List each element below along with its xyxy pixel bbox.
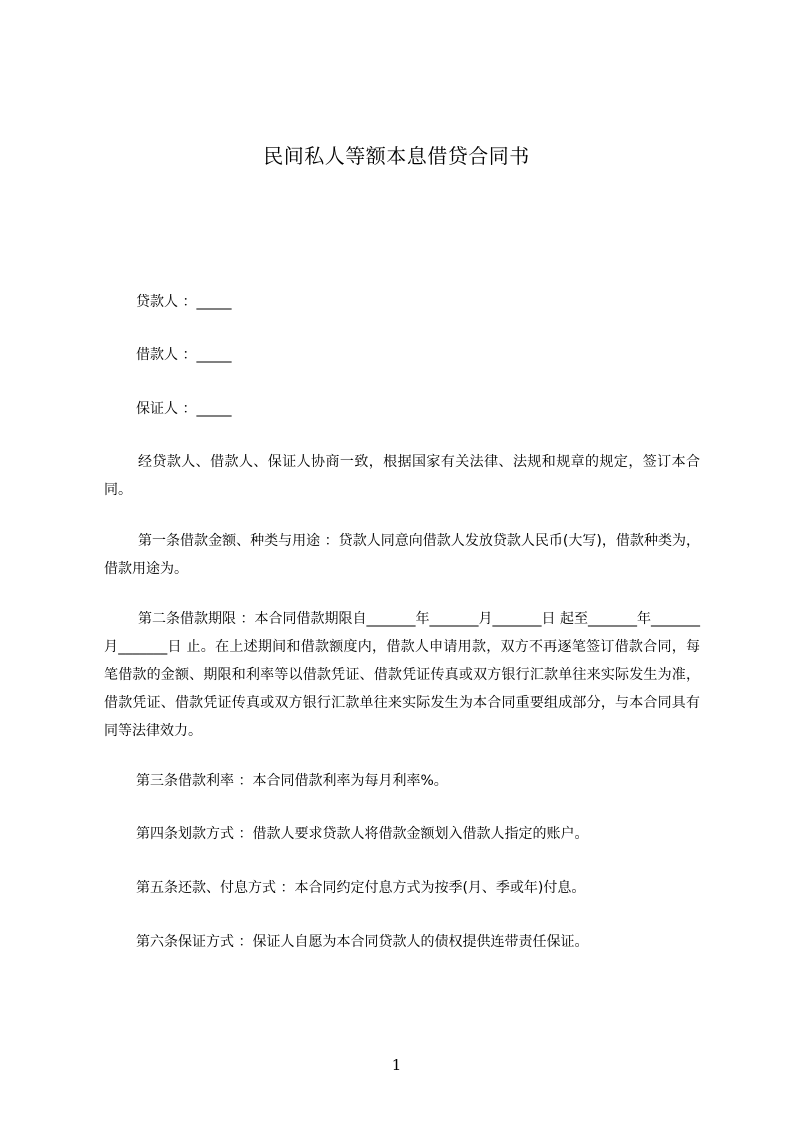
article-1-paragraph: 第一条借款金额、种类与用途 ：贷款人同意向借款人发放贷款人民币(大写)，借款种类为，借款用途为。 bbox=[104, 533, 700, 577]
article-2-paragraph: 第二条借款期限 ：本合同借款期限自_______年_______月_______日 起至_______年_______月_______日 止。在上述期间和借款额度内，借款人申请用款，双方不再逐笔签订借款合同，每笔借款的金额、期限和利率等以借款凭证、借款凭证传真或双方银行汇款单往来实际发生为准，借款凭证、借款凭证传真或双方银行汇款单往来实际发生为本合同重要组成部分，与本合同具有同等法律效力。 bbox=[104, 611, 700, 739]
preamble-paragraph: 经贷款人、借款人、保证人协商一致，根据国家有关法律、法规和规章的规定，签订本合同。 bbox=[104, 454, 700, 498]
document-title: 民间私人等额本息借贷合同书 bbox=[263, 144, 530, 168]
guarantor-field: 保证人 ：_____ bbox=[136, 401, 232, 417]
article-4-paragraph: 第四条划款方式 ：借款人要求贷款人将借款金额划入借款人指定的账户。 bbox=[136, 826, 589, 842]
article-6-paragraph: 第六条保证方式 ：保证人自愿为本合同贷款人的债权提供连带责任保证。 bbox=[136, 934, 589, 950]
lender-field: 贷款人 ：_____ bbox=[136, 294, 232, 310]
page-number: 1 bbox=[391, 1056, 402, 1074]
borrower-field: 借款人 ：_____ bbox=[136, 347, 232, 363]
article-3-paragraph: 第三条借款利率 ：本合同借款利率为每月利率%。 bbox=[136, 773, 448, 789]
article-5-paragraph: 第五条还款、付息方式 ：本合同约定付息方式为按季(月、季或年)付息。 bbox=[136, 880, 586, 896]
